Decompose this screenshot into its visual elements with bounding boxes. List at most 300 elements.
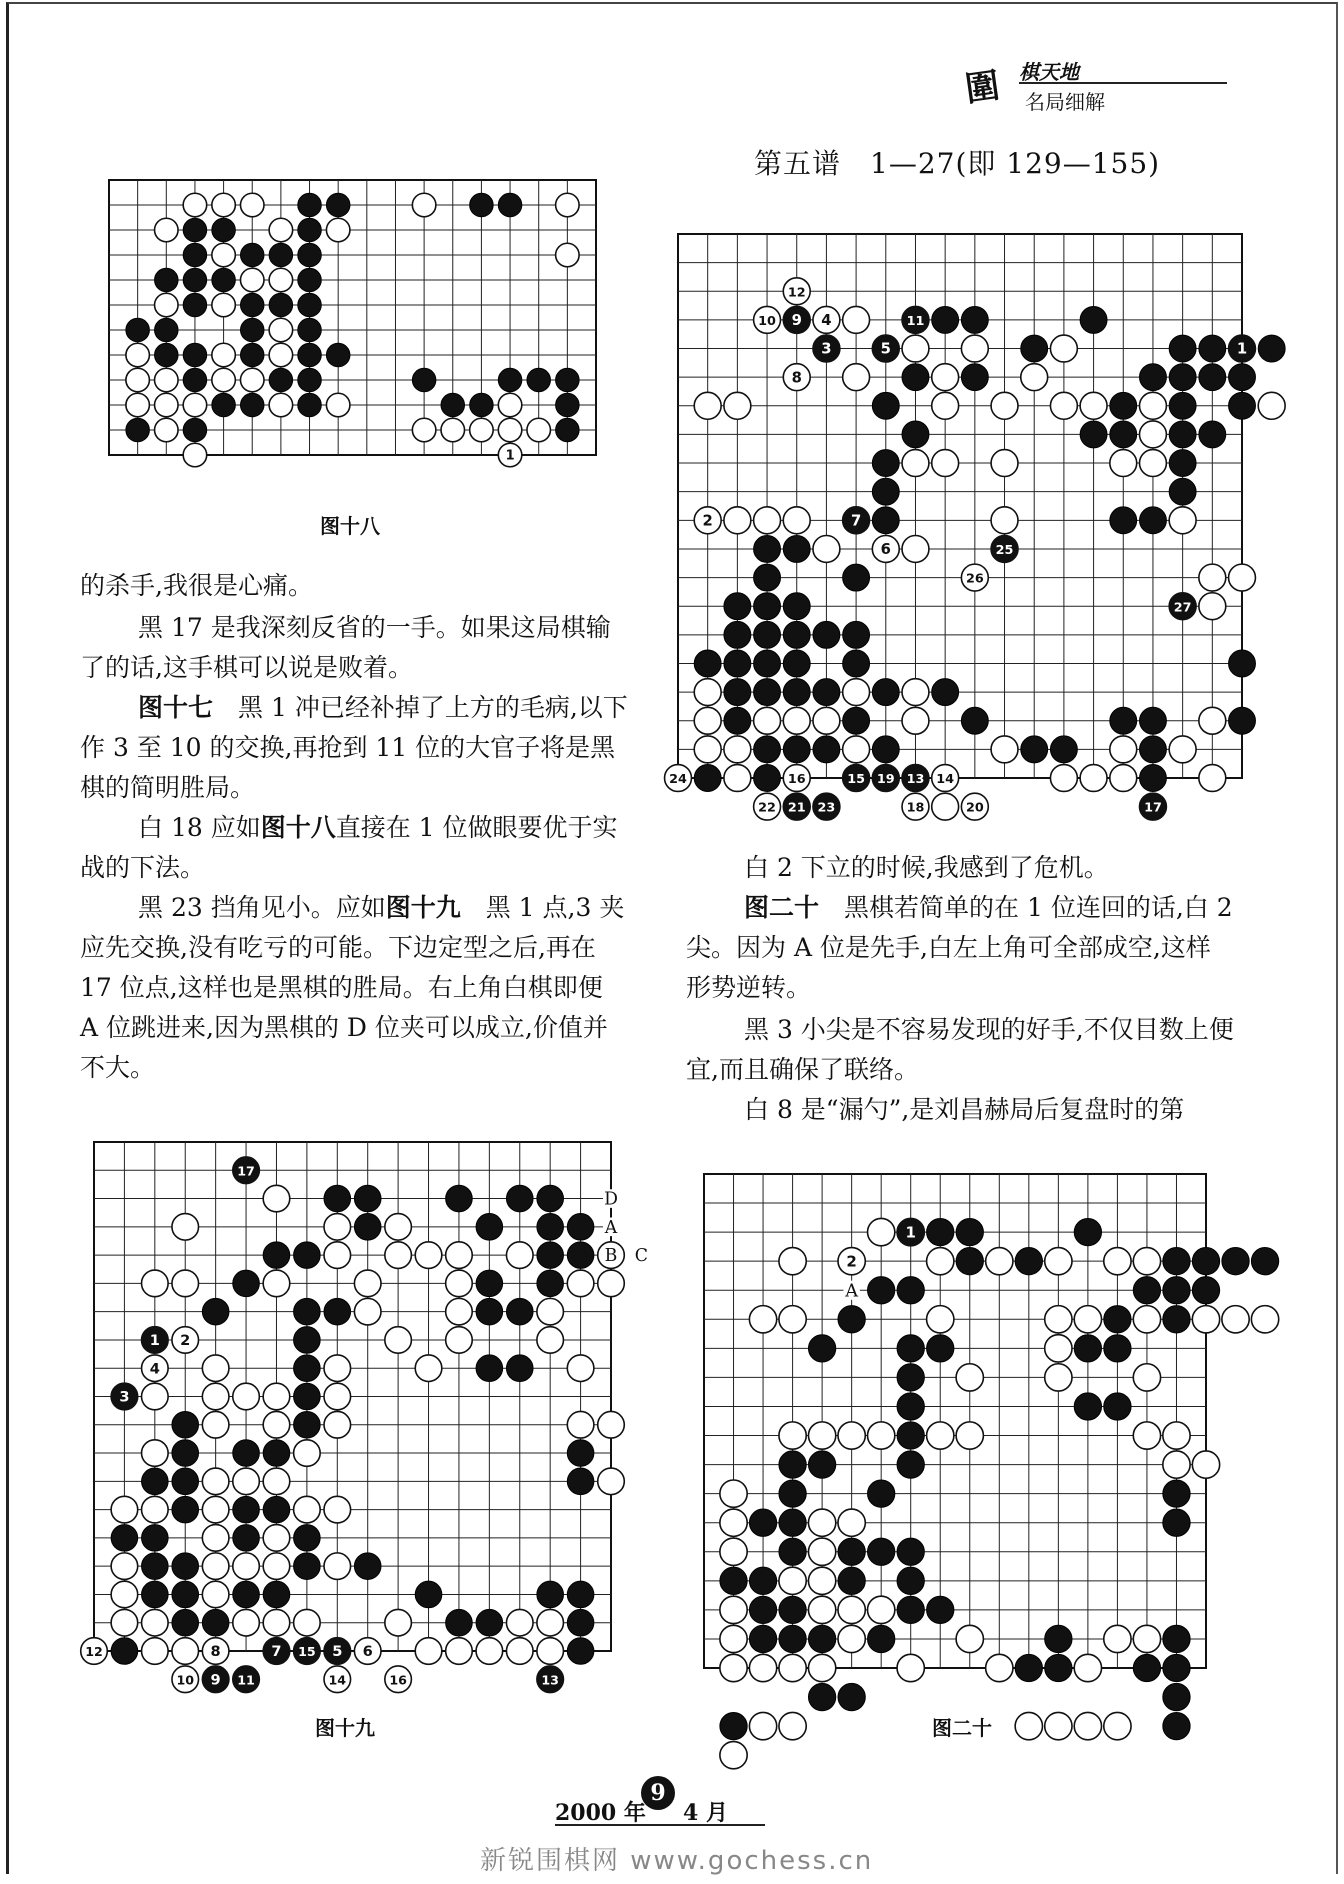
black-stone	[298, 393, 322, 417]
black-stone	[1251, 1248, 1278, 1275]
white-stone	[537, 1327, 564, 1354]
white-stone	[567, 1355, 594, 1382]
black-stone	[897, 1422, 924, 1449]
white-stone	[868, 1218, 895, 1245]
record-title: 第五谱 1—27(即 129—155)	[754, 147, 1161, 180]
white-stone	[902, 535, 929, 562]
black-stone	[269, 368, 293, 392]
white-stone	[212, 193, 236, 217]
white-stone	[1163, 1451, 1190, 1478]
black-stone	[779, 1596, 806, 1623]
white-stone	[749, 1712, 776, 1739]
black-stone	[441, 393, 465, 417]
black-stone	[1015, 1654, 1042, 1681]
black-stone	[897, 1393, 924, 1420]
white-stone	[779, 1422, 806, 1449]
black-stone	[1163, 1712, 1190, 1739]
move-number: 5	[332, 1643, 343, 1661]
black-stone	[1169, 478, 1196, 505]
right-paragraph-4: 白 8 是“漏勺”,是刘昌赫局后复盘时的第	[744, 1095, 1185, 1124]
black-stone	[838, 1306, 865, 1333]
black-stone	[779, 1480, 806, 1507]
black-stone	[233, 1525, 260, 1552]
go-board-fig20	[690, 1160, 1220, 1682]
white-stone	[441, 418, 465, 442]
black-stone	[1163, 1248, 1190, 1275]
white-stone	[506, 1609, 533, 1636]
black-stone	[142, 1581, 169, 1608]
white-stone	[902, 335, 929, 362]
white-stone	[263, 1468, 290, 1495]
black-stone	[233, 1581, 260, 1608]
black-stone	[155, 343, 179, 367]
black-stone	[838, 1683, 865, 1710]
black-stone	[556, 368, 580, 392]
black-stone	[749, 1567, 776, 1594]
white-stone	[567, 1270, 594, 1297]
black-stone	[294, 1355, 321, 1382]
white-stone	[838, 1596, 865, 1623]
white-stone	[1199, 593, 1226, 620]
caption-fig20: 图二十	[932, 1716, 992, 1740]
white-stone	[498, 418, 522, 442]
black-stone	[263, 1242, 290, 1269]
white-stone	[326, 393, 350, 417]
white-stone	[183, 193, 207, 217]
black-stone	[202, 1298, 229, 1325]
move-number: 5	[880, 340, 891, 358]
black-stone	[415, 1581, 442, 1608]
white-stone	[783, 507, 810, 534]
black-stone	[754, 736, 781, 763]
magazine-name: 棋天地	[1019, 60, 1079, 84]
white-stone	[724, 392, 751, 419]
white-stone	[720, 1538, 747, 1565]
black-stone	[754, 621, 781, 648]
black-stone	[142, 1468, 169, 1495]
black-stone	[326, 343, 350, 367]
white-stone	[1045, 1364, 1072, 1391]
black-stone	[155, 268, 179, 292]
white-stone	[1192, 1306, 1219, 1333]
white-stone	[385, 1609, 412, 1636]
white-stone	[324, 1553, 351, 1580]
point-letter: C	[634, 1246, 649, 1267]
black-stone	[1139, 765, 1166, 792]
white-stone	[1199, 707, 1226, 734]
black-stone	[1133, 1277, 1160, 1304]
white-stone	[324, 1355, 351, 1382]
footer-year: 2000 年	[555, 1800, 646, 1826]
white-stone	[720, 1742, 747, 1769]
white-stone	[754, 707, 781, 734]
white-stone	[1139, 392, 1166, 419]
go-board-fig18	[95, 166, 610, 469]
white-stone	[1104, 1712, 1131, 1739]
black-stone	[1021, 736, 1048, 763]
white-stone	[1133, 1625, 1160, 1652]
white-stone	[598, 1270, 625, 1297]
move-number: 2	[702, 512, 713, 530]
board-edge	[704, 1174, 1206, 1668]
move-number: 3	[821, 340, 832, 358]
black-stone	[720, 1567, 747, 1594]
white-stone	[537, 1609, 564, 1636]
white-stone	[111, 1609, 138, 1636]
black-stone	[961, 707, 988, 734]
black-stone	[298, 218, 322, 242]
black-stone	[749, 1625, 776, 1652]
black-stone	[537, 1214, 564, 1241]
black-stone	[1074, 1218, 1101, 1245]
move-number: 23	[817, 800, 836, 816]
white-stone	[808, 1654, 835, 1681]
white-stone	[779, 1306, 806, 1333]
white-stone	[932, 793, 959, 820]
white-stone	[1199, 564, 1226, 591]
white-stone	[126, 343, 150, 367]
black-stone	[813, 679, 840, 706]
white-stone	[598, 1411, 625, 1438]
move-number: 2	[180, 1331, 191, 1349]
black-stone	[1110, 707, 1137, 734]
black-stone	[1163, 1480, 1190, 1507]
black-stone	[172, 1440, 199, 1467]
black-stone	[783, 679, 810, 706]
move-number: 2	[846, 1252, 857, 1271]
black-stone	[126, 318, 150, 342]
white-stone	[991, 736, 1018, 763]
move-number: 13	[541, 1672, 559, 1688]
white-stone	[843, 364, 870, 391]
black-stone	[868, 1277, 895, 1304]
black-stone	[754, 650, 781, 677]
black-stone	[749, 1596, 776, 1623]
move-number: 15	[298, 1644, 316, 1660]
white-stone	[269, 393, 293, 417]
black-stone	[843, 564, 870, 591]
black-stone	[172, 1411, 199, 1438]
white-stone	[294, 1609, 321, 1636]
white-stone	[446, 1270, 473, 1297]
grid-lines	[94, 1142, 611, 1651]
move-number: 22	[758, 800, 776, 816]
black-stone	[446, 1185, 473, 1212]
white-stone	[412, 418, 436, 442]
black-stone	[202, 1609, 229, 1636]
black-stone	[537, 1185, 564, 1212]
right-paragraph-3: 黑 3 小尖是不容易发现的好手,不仅目数上便宜,而且确保了联络。	[686, 1015, 1234, 1084]
white-stone	[233, 1468, 260, 1495]
white-stone	[1050, 392, 1077, 419]
black-stone	[779, 1451, 806, 1478]
black-stone	[720, 1712, 747, 1739]
white-stone	[202, 1383, 229, 1410]
left-paragraph-5: 黑 23 挡角见小。应如图十九 黑 1 点,3 夹应先交换,没有吃亏的可能。下边定型之后,再在 17 位点,这样也是黑棋的胜局。右上角白棋即便 A 位跳进来,因为黑棋的 D 位夹可以成立,价值并不大。	[80, 893, 625, 1082]
black-stone	[412, 368, 436, 392]
black-stone	[1222, 1248, 1249, 1275]
black-stone	[1080, 421, 1107, 448]
black-stone	[1199, 335, 1226, 362]
black-stone	[537, 1242, 564, 1269]
white-stone	[155, 418, 179, 442]
white-stone	[868, 1422, 895, 1449]
black-stone	[1199, 421, 1226, 448]
white-stone	[902, 450, 929, 477]
black-stone	[754, 765, 781, 792]
move-number: 16	[787, 772, 806, 788]
black-stone	[927, 1596, 954, 1623]
white-stone	[932, 364, 959, 391]
white-stone	[155, 218, 179, 242]
black-stone	[183, 418, 207, 442]
white-stone	[838, 1422, 865, 1449]
black-stone	[961, 306, 988, 333]
white-stone	[263, 1609, 290, 1636]
move-number: 14	[936, 772, 955, 788]
white-stone	[694, 736, 721, 763]
black-stone	[240, 343, 264, 367]
black-stone	[324, 1185, 351, 1212]
black-stone	[724, 650, 751, 677]
black-stone	[843, 621, 870, 648]
black-stone	[212, 218, 236, 242]
black-stone	[1015, 1248, 1042, 1275]
black-stone	[567, 1440, 594, 1467]
black-stone	[808, 1625, 835, 1652]
black-stone	[868, 1625, 895, 1652]
black-stone	[897, 1596, 924, 1623]
white-stone	[724, 507, 751, 534]
white-stone	[212, 243, 236, 267]
black-stone	[556, 418, 580, 442]
black-stone	[527, 368, 551, 392]
move-number: 8	[791, 369, 802, 387]
white-stone	[1074, 1712, 1101, 1739]
black-stone	[872, 478, 899, 505]
black-stone	[1139, 364, 1166, 391]
white-stone	[694, 679, 721, 706]
white-stone	[932, 392, 959, 419]
black-stone	[1199, 364, 1226, 391]
white-stone	[1021, 364, 1048, 391]
move-number: 1	[905, 1223, 916, 1242]
white-stone	[506, 1242, 533, 1269]
move-number: 10	[176, 1672, 195, 1688]
header-rule	[1019, 82, 1227, 84]
black-stone	[872, 392, 899, 419]
move-number: 14	[328, 1672, 347, 1688]
move-number: 25	[995, 543, 1014, 559]
white-stone	[779, 1712, 806, 1739]
white-stone	[269, 343, 293, 367]
black-stone	[294, 1298, 321, 1325]
move-number: 8	[210, 1643, 221, 1661]
black-stone	[1229, 364, 1256, 391]
white-stone	[1139, 450, 1166, 477]
black-stone	[808, 1683, 835, 1710]
white-stone	[385, 1327, 412, 1354]
black-stone	[183, 293, 207, 317]
white-stone	[927, 1422, 954, 1449]
move-number: 15	[847, 772, 865, 788]
black-stone	[724, 679, 751, 706]
move-number: 20	[965, 800, 984, 816]
white-stone	[476, 1638, 503, 1665]
black-stone	[567, 1609, 594, 1636]
black-stone	[754, 679, 781, 706]
white-stone	[172, 1638, 199, 1665]
black-stone	[233, 1270, 260, 1297]
black-stone	[779, 1625, 806, 1652]
black-stone	[1192, 1248, 1219, 1275]
move-number: 9	[791, 312, 802, 330]
black-stone	[779, 1538, 806, 1565]
white-stone	[808, 1422, 835, 1449]
white-stone	[324, 1496, 351, 1523]
black-stone	[1045, 1625, 1072, 1652]
white-stone	[961, 335, 988, 362]
black-stone	[1169, 450, 1196, 477]
black-stone	[961, 364, 988, 391]
white-stone	[172, 1270, 199, 1297]
white-stone	[202, 1553, 229, 1580]
white-stone	[1133, 1248, 1160, 1275]
white-stone	[1110, 450, 1137, 477]
left-paragraph-3: 图十七 黑 1 冲已经补掉了上方的毛病,以下作 3 至 10 的交换,再抢到 11 位的大官子将是黑棋的简明胜局。	[80, 693, 628, 802]
go-board-main	[664, 220, 1256, 816]
black-stone	[354, 1553, 381, 1580]
move-number: 26	[965, 571, 984, 587]
move-number: 6	[880, 541, 891, 559]
white-stone	[142, 1609, 169, 1636]
white-stone	[1074, 1306, 1101, 1333]
white-stone	[779, 1654, 806, 1681]
white-stone	[1258, 392, 1285, 419]
black-stone	[694, 765, 721, 792]
white-stone	[1045, 1248, 1072, 1275]
go-board-fig19	[80, 1128, 649, 1689]
black-stone	[476, 1298, 503, 1325]
white-stone	[1015, 1712, 1042, 1739]
point-letter: B	[604, 1246, 618, 1267]
white-stone	[240, 368, 264, 392]
white-stone	[598, 1468, 625, 1495]
black-stone	[1104, 1306, 1131, 1333]
black-stone	[183, 218, 207, 242]
black-stone	[1163, 1625, 1190, 1652]
white-stone	[1133, 1306, 1160, 1333]
white-stone	[446, 1242, 473, 1269]
black-stone	[694, 650, 721, 677]
black-stone	[567, 1214, 594, 1241]
move-number: 21	[787, 800, 806, 816]
move-number: 10	[758, 314, 776, 330]
white-stone	[813, 535, 840, 562]
white-stone	[470, 418, 494, 442]
white-stone	[1133, 1364, 1160, 1391]
white-stone	[294, 1440, 321, 1467]
white-stone	[902, 707, 929, 734]
black-stone	[902, 364, 929, 391]
site-watermark: 新锐围棋网 www.gochess.cn	[480, 1846, 874, 1876]
black-stone	[1050, 736, 1077, 763]
black-stone	[1045, 1654, 1072, 1681]
black-stone	[294, 1383, 321, 1410]
white-stone	[694, 707, 721, 734]
white-stone	[1080, 392, 1107, 419]
white-stone	[506, 1638, 533, 1665]
white-stone	[956, 1625, 983, 1652]
white-stone	[724, 765, 751, 792]
white-stone	[385, 1214, 412, 1241]
white-stone	[808, 1596, 835, 1623]
white-stone	[324, 1411, 351, 1438]
black-stone	[1133, 1654, 1160, 1681]
black-stone	[155, 318, 179, 342]
white-stone	[1199, 765, 1226, 792]
move-number: 19	[876, 772, 895, 788]
white-stone	[324, 1214, 351, 1241]
white-stone	[233, 1553, 260, 1580]
move-number: 1	[149, 1331, 160, 1349]
black-stone	[927, 1335, 954, 1362]
black-stone	[172, 1609, 199, 1636]
black-stone	[1169, 392, 1196, 419]
black-stone	[843, 707, 870, 734]
white-stone	[142, 1638, 169, 1665]
black-stone	[240, 243, 264, 267]
board-edge	[109, 180, 596, 455]
black-stone	[126, 418, 150, 442]
move-number: 12	[787, 285, 806, 301]
black-stone	[808, 1335, 835, 1362]
black-stone	[724, 593, 751, 620]
white-stone	[808, 1567, 835, 1594]
move-number: 1	[1236, 340, 1248, 358]
black-stone	[263, 1581, 290, 1608]
white-stone	[808, 1509, 835, 1536]
black-stone	[813, 736, 840, 763]
black-stone	[111, 1525, 138, 1552]
white-stone	[1045, 1712, 1072, 1739]
white-stone	[294, 1496, 321, 1523]
white-stone	[183, 393, 207, 417]
white-stone	[111, 1581, 138, 1608]
white-stone	[415, 1355, 442, 1382]
white-stone	[324, 1242, 351, 1269]
white-stone	[233, 1609, 260, 1636]
white-stone	[1169, 736, 1196, 763]
black-stone	[294, 1242, 321, 1269]
white-stone	[202, 1525, 229, 1552]
white-stone	[927, 1306, 954, 1333]
white-stone	[567, 1411, 594, 1438]
footer-rule	[555, 1824, 765, 1826]
black-stone	[269, 243, 293, 267]
black-stone	[897, 1277, 924, 1304]
white-stone	[126, 368, 150, 392]
black-stone	[1169, 364, 1196, 391]
white-stone	[897, 1654, 924, 1681]
white-stone	[720, 1509, 747, 1536]
move-number: 13	[906, 772, 925, 788]
black-stone	[294, 1411, 321, 1438]
point-letter: A	[604, 1217, 618, 1238]
white-stone	[202, 1496, 229, 1523]
white-stone	[202, 1355, 229, 1382]
move-number: 6	[362, 1643, 373, 1661]
